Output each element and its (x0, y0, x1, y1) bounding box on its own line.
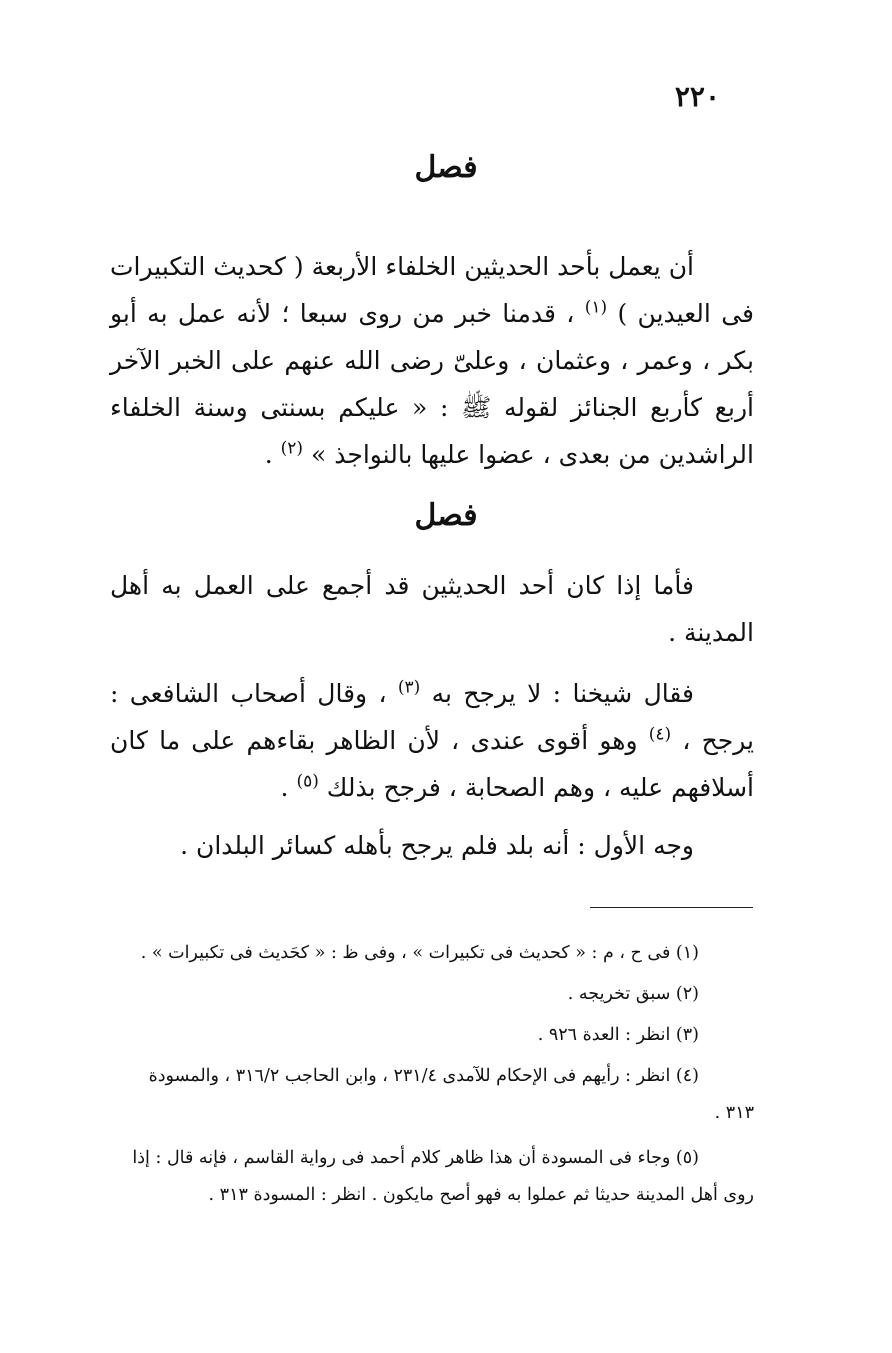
footnote-ref-2: (٢) (280, 438, 304, 459)
page-number: ٢٢٠ (674, 80, 720, 113)
footnote-ref-5: (٥) (296, 771, 319, 792)
paragraph-1 (110, 243, 754, 478)
paragraph-text: ، وقال أصحاب الشافعى : يرجح ، (110, 679, 754, 755)
paragraph-2 (110, 562, 754, 656)
footnote-divider (590, 907, 753, 908)
paragraph-3 (110, 670, 754, 811)
paragraph-text: وهو أقوى عندى ، لأن الظاهر بقاءهم على ما كان أسلافهم عليه ، وهم الصحابة ، فرجح بذلك (110, 726, 754, 802)
footnote-ref-1: (١) (584, 297, 608, 318)
section-heading-1: فصل (414, 150, 478, 185)
paragraph-text: ، قدمنا خبر من روى سبعا ؛ لأنه عمل به أبو بكر ، وعمر ، وعثمان ، وعلىّ رضى الله عنهم على الخبر الآخر أربع كأربع الجنائز لقوله ﷺ : « عليكم بسنتى وسنة الخلفاء الراشدين من بعدى ، عضوا عليها بالنواجذ » (110, 299, 754, 469)
footnote-ref-4: (٤) (648, 724, 672, 745)
footnote-1: (١) فى ح ، م : « كحديث فى تكبيرات » ، وفى ظ : « كحَديث فى تكبيرات » . (140, 943, 699, 963)
paragraph-text: فأما إذا كان أحد الحديثين قد أجمع على العمل به أهل المدينة . (110, 571, 754, 647)
footnote-2: (٢) سبق تخريجه . (567, 984, 699, 1004)
paragraph-4 (110, 822, 754, 869)
section-heading-2: فصل (414, 498, 478, 533)
paragraph-text: وجه الأول : أنه بلد فلم يرجح بأهله كسائر البلدان . (180, 831, 694, 860)
paragraph-text: أن يعمل بأحد الحديثين الخلفاء الأربعة ( كحديث التكبيرات فى العيدين ) (110, 252, 754, 328)
footnotes-section (118, 935, 754, 1218)
footnote-4: (٤) انظر : رأيهم فى الإحكام للآمدى ٢٣١/٤ ، وابن الحاجب ٣١٦/٢ ، والمسودة ٣١٣ . (148, 1066, 754, 1123)
footnote-3: (٣) انظر : العدة ٩٢٦ . (537, 1025, 699, 1045)
paragraph-text: . (264, 440, 281, 469)
paragraph-text: . (280, 773, 297, 802)
footnote-5: (٥) وجاء فى المسودة أن هذا ظاهر كلام أحمد فى رواية القاسم ، فإنه قال : إذا روى أهل المدينة حديثا ثم عملوا به فهو أصح مايكون . انظر : المسودة ٣١٣ . (132, 1148, 754, 1205)
paragraph-text: فقال شيخنا : لا يرجح به (420, 679, 694, 708)
footnote-ref-3: (٣) (397, 677, 421, 698)
